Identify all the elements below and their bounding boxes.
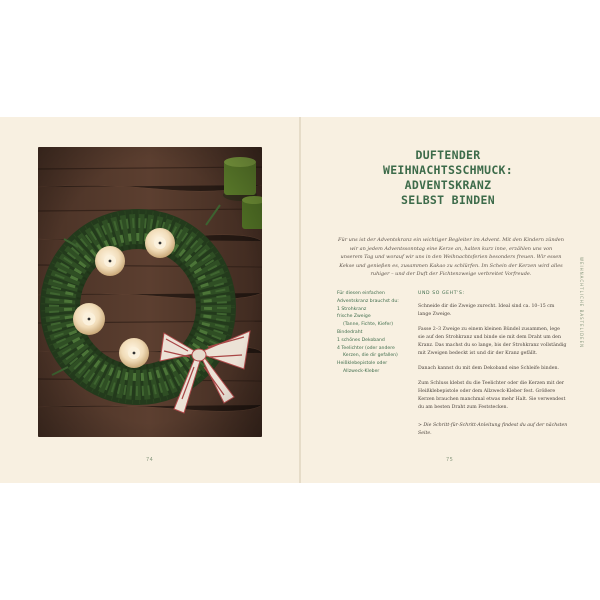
material-item: frische Zweige [337,314,371,320]
instruction-step: Schneide dir die Zweige zurecht. Ideal sind ca. 10–15 cm lange Zweige. [418,304,555,317]
left-page [0,117,299,483]
instructions-heading: UND SO GEHT'S: [418,291,465,296]
title-line: ADVENTSKRANZ [404,178,492,192]
page-number-right: 75 [446,457,454,463]
title-line: DUFTENDER [415,148,481,162]
advent-wreath-photo [38,147,262,437]
next-page-note: > Die Schritt-für-Schritt-Anleitung findest du auf der nächsten Seite. [418,423,568,436]
page-title [330,148,566,208]
materials-heading: Für diesen einfachen Adventskranz brauchst du: [337,291,399,304]
material-item: (Tanne, Fichte, Kiefer) [343,322,394,328]
running-head [578,257,586,457]
material-item: Allzweck-Kleber [343,368,380,374]
material-item: 1 Strohkranz [337,306,367,312]
title-line: WEIHNACHTSSCHMUCK: [382,163,514,177]
page-number-left: 74 [146,457,154,463]
title-line: SELBST BINDEN [401,193,495,207]
instruction-step: Danach kannst du mit dem Dekoband eine Schleife binden. [418,366,559,371]
material-item: Bindedraht [337,329,363,335]
material-item: 4 Teelichter (oder andere [337,345,395,351]
materials-list [337,290,413,376]
book-spread [0,117,600,483]
running-head-text: WEIHNACHTLICHE BASTELIDEEN [579,257,584,349]
material-item: Kerzen, die dir gefallen) [343,353,398,359]
instruction-step: Zum Schluss klebst du die Teelichter oder die Kerzen mit der Heißklebepistole oder dem Allzweck-Kleber fest. Größere Kerzen brauchen manchmal etwas mehr Halt. Sie verwendest du am besten Draht zum Feststecken. [418,381,566,410]
instruction-step: Fasse 2–3 Zweige zu einem kleinen Bündel zusammen, lege sie auf den Strohkranz und binde sie mit dem Draht um den Kranz. Das machst du so lange, bis der Strohkranz vollständig mit Zweigen bedeckt ist und dir der Kranz gefällt. [418,327,567,356]
intro-paragraph: Für uns ist der Adventskranz ein wichtiger Begleiter im Advent. Mit den Kindern zünden wir an jedem Adventssonntag eine Kerze an, halten kurz inne, erzählen uns von unserem Tag und worauf wir uns in den Weihnachtsferien besonders freuen. Wir essen Kekse und genießen es, zusammen Kakao zu schlürfen. Im Schein der Kerzen wird alles ruhiger – und der Duft der Fichtenzweige verbreitet Vorfreude. [338,237,564,278]
material-item: Heißklebepistole oder [337,361,388,367]
material-item: 1 schönes Dekoband [337,337,385,343]
instructions [418,290,568,445]
